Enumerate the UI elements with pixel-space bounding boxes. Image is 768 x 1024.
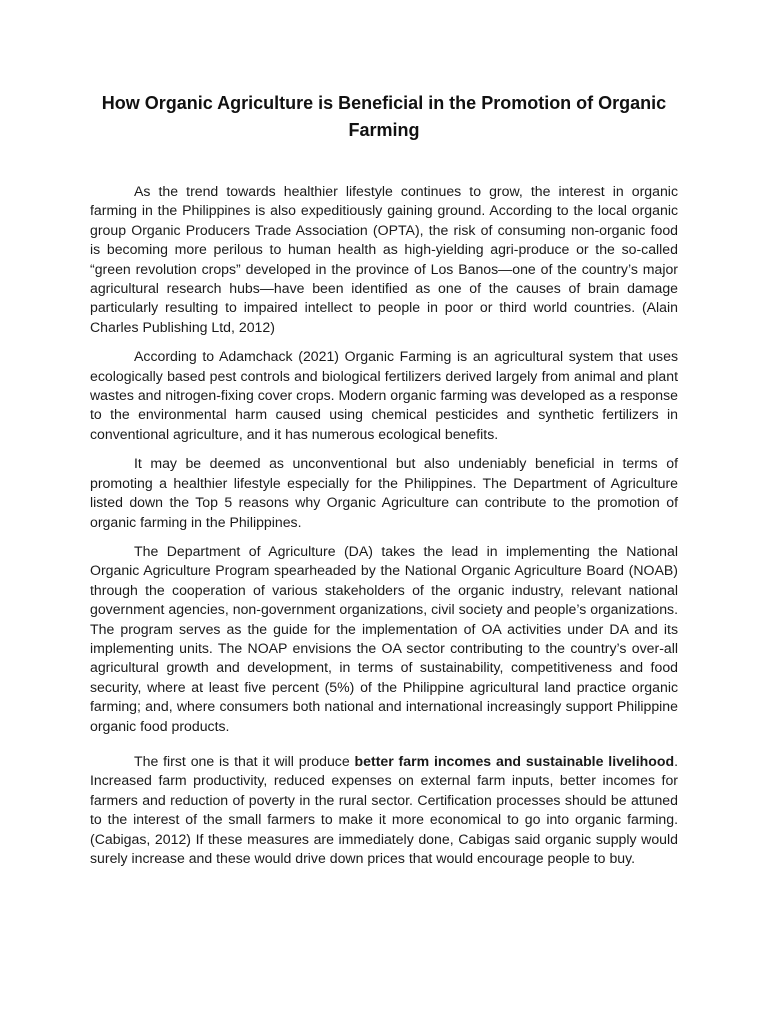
paragraph-5 <box>90 752 678 868</box>
paragraph-4: The Department of Agriculture (DA) takes the lead in implementing the National Organic Agriculture Program spearheaded by the National Organic Agriculture Board (NOAB) through the cooperation of various stakeholders of the organic industry, relevant national government agencies, non-government organizations, civil society and people’s organizations. The program serves as the guide for the implementation of OA activities under DA and its implementing units. The NOAP envisions the OA sector contributing to the country’s over-all agricultural growth and development, in terms of sustainability, competitiveness and food security, where at least five percent (5%) of the Philippine agricultural land practice organic farming; and, where consumers both national and international increasingly support Philippine organic food products. <box>90 542 678 734</box>
document-body <box>90 182 678 878</box>
document-title: How Organic Agriculture is Beneficial in the Promotion of Organic Farming <box>101 93 667 140</box>
paragraph-5-emphasis: better farm incomes and sustainable livelihood <box>354 752 675 769</box>
paragraph-2: According to Adamchack (2021) Organic Farming is an agricultural system that uses ecologically based pest controls and biological fertilizers derived largely from animal and plant wastes and nitrogen-fixing cover crops. Modern organic farming was developed as a response to the environmental harm caused using chemical pesticides and synthetic fertilizers in conventional agriculture, and it has numerous ecological benefits. <box>90 348 678 442</box>
paragraph-5-rest: . Increased farm productivity, reduced expenses on external farm inputs, better incomes for farmers and reduction of poverty in the rural sector. Certification processes should be attuned to the interest of the small farmers to make it more economical to go into organic farming. (Cabigas, 2012) If these measures are immediately done, Cabigas said organic supply would surely increase and these would drive down prices that would encourage people to buy. <box>90 752 678 866</box>
paragraph-1: As the trend towards healthier lifestyle continues to grow, the interest in organic farming in the Philippines is also expeditiously gaining ground. According to the local organic group Organic Producers Trade Association (OPTA), the risk of consuming non-organic food is becoming more perilous to human health as high-yielding agri-produce or the so-called “green revolution crops” developed in the province of Los Banos—one of the country’s major agricultural research hubs—have been identified as one of the causes of brain damage particularly resulting to impaired intellect to people in poor or third world countries. (Alain Charles Publishing Ltd, 2012) <box>90 183 678 335</box>
paragraph-3: It may be deemed as unconventional but also undeniably beneficial in terms of promoting a healthier lifestyle especially for the Philippines. The Department of Agriculture listed down the Top 5 reasons why Organic Agriculture can contribute to the promotion of organic farming in the Philippines. <box>90 455 678 530</box>
paragraph-5-lead: The first one is that it will produce <box>134 752 355 769</box>
